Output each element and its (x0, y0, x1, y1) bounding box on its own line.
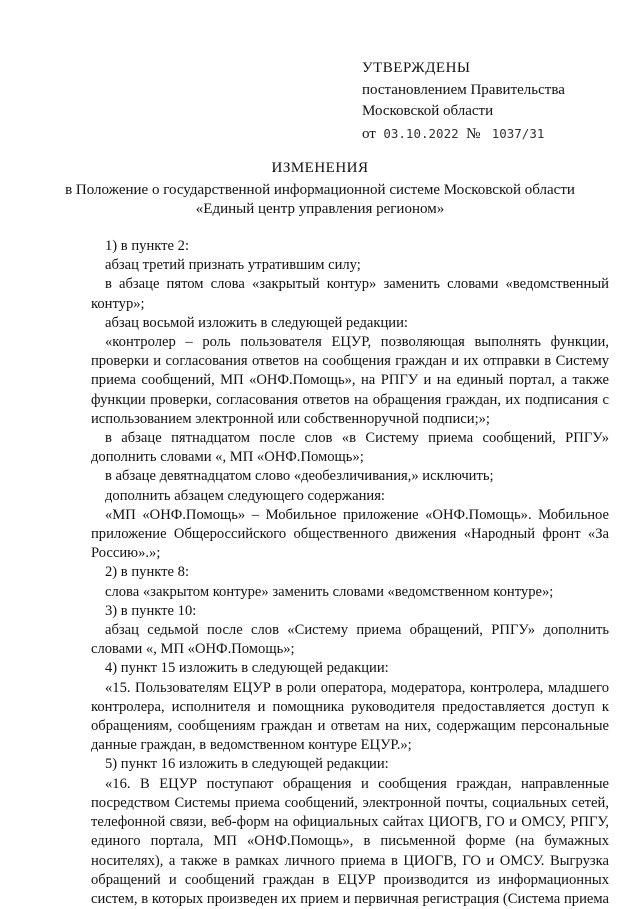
title-heading: ИЗМЕНЕНИЯ (271, 160, 369, 176)
paragraph: 1) в пункте 2: (105, 238, 190, 254)
paragraph: «16. В ЕЦУР поступают обращения и сообщения граждан, направленные посредством Системы приема сообщений, электронной почты, социальных сетей, телефонной связи, веб-форм на официальных сайтах ЦИОГВ, ГО и ОМСУ, РПГУ, единого портала, МП «ОНФ.Помощь», в письменной форме (на бумажных носителях), а также в рамках личного приема в ЦИОГВ, ГО и ОМСУ. Выгрузка обращений и сообщений граждан в ЕЦУР производится из информационных систем, в которых произведен их прием и первичная регистрация (Система приема (91, 775, 609, 907)
paragraph: абзац седьмой после слов «Систему приема обращений, РПГУ» дополнить словами «, МП «ОНФ.Помощь»; (91, 622, 609, 658)
paragraph: 2) в пункте 8: (105, 564, 190, 581)
paragraph: абзац восьмой изложить в следующей редакции: (105, 314, 408, 331)
document-body (91, 237, 609, 909)
paragraph: в абзаце пятнадцатом после слов «в Систему приема сообщений, РПГУ» дополнить словами «, МП «ОНФ.Помощь»; (91, 430, 609, 466)
paragraph: дополнить абзацем следующего содержания: (105, 487, 385, 504)
title-line-2: «Единый центр управления регионом» (195, 201, 445, 217)
approval-date-number (362, 123, 565, 146)
approval-number: 1037/31 (491, 125, 545, 141)
paragraph: 3) в пункте 10: (105, 602, 197, 619)
from-label: от (362, 125, 376, 142)
paragraph: «МП «ОНФ.Помощь» – Мобильное приложение «ОНФ.Помощь». Мобильное приложение Общероссийского общественного движения «Народный фронт «За Россию».»; (91, 506, 609, 562)
approval-block (362, 58, 565, 145)
approval-line-resolution: постановлением Правительства (362, 81, 565, 98)
paragraph: слова «закрытом контуре» заменить словами «ведомственном контуре»; (105, 583, 554, 600)
approval-date: 03.10.2022 (383, 125, 459, 141)
paragraph: «контролер – роль пользователя ЕЦУР, позволяющая выполнять функции, проверки и согласования ответов на сообщения граждан и их отправки в Систему приема сообщений, МП «ОНФ.Помощь», на РПГУ и на единый портал, а также функции проверки, согласования ответов на обращения граждан, их подписания с использованием электронной или собственноручной подписи;»; (91, 334, 609, 427)
approval-title: УТВЕРЖДЕНЫ (362, 60, 471, 76)
paragraph: в абзаце девятнадцатом слово «деобезличивания,» исключить; (105, 468, 494, 485)
approval-line-region: Московской области (362, 103, 494, 119)
paragraph: «15. Пользователям ЕЦУР в роли оператора, модератора, контролера, младшего контролера, исполнителя и помощника руководителя предоставляется доступ к обращениям, сообщениям граждан и ответам на них, содержащим персональные данные граждан, в ведомственном контуре ЕЦУР.»; (91, 679, 609, 754)
title-line-1: в Положение о государственной информационной системе Московской области (65, 182, 575, 198)
paragraph: абзац третий признать утратившим силу; (105, 257, 361, 274)
paragraph: 4) пункт 15 изложить в следующей редакции: (105, 660, 389, 677)
number-sign: № (466, 125, 481, 142)
paragraph: 5) пункт 16 изложить в следующей редакции: (105, 756, 389, 773)
paragraph: в абзаце пятом слова «закрытый контур» заменить словами «ведомственный контур»; (91, 276, 609, 312)
